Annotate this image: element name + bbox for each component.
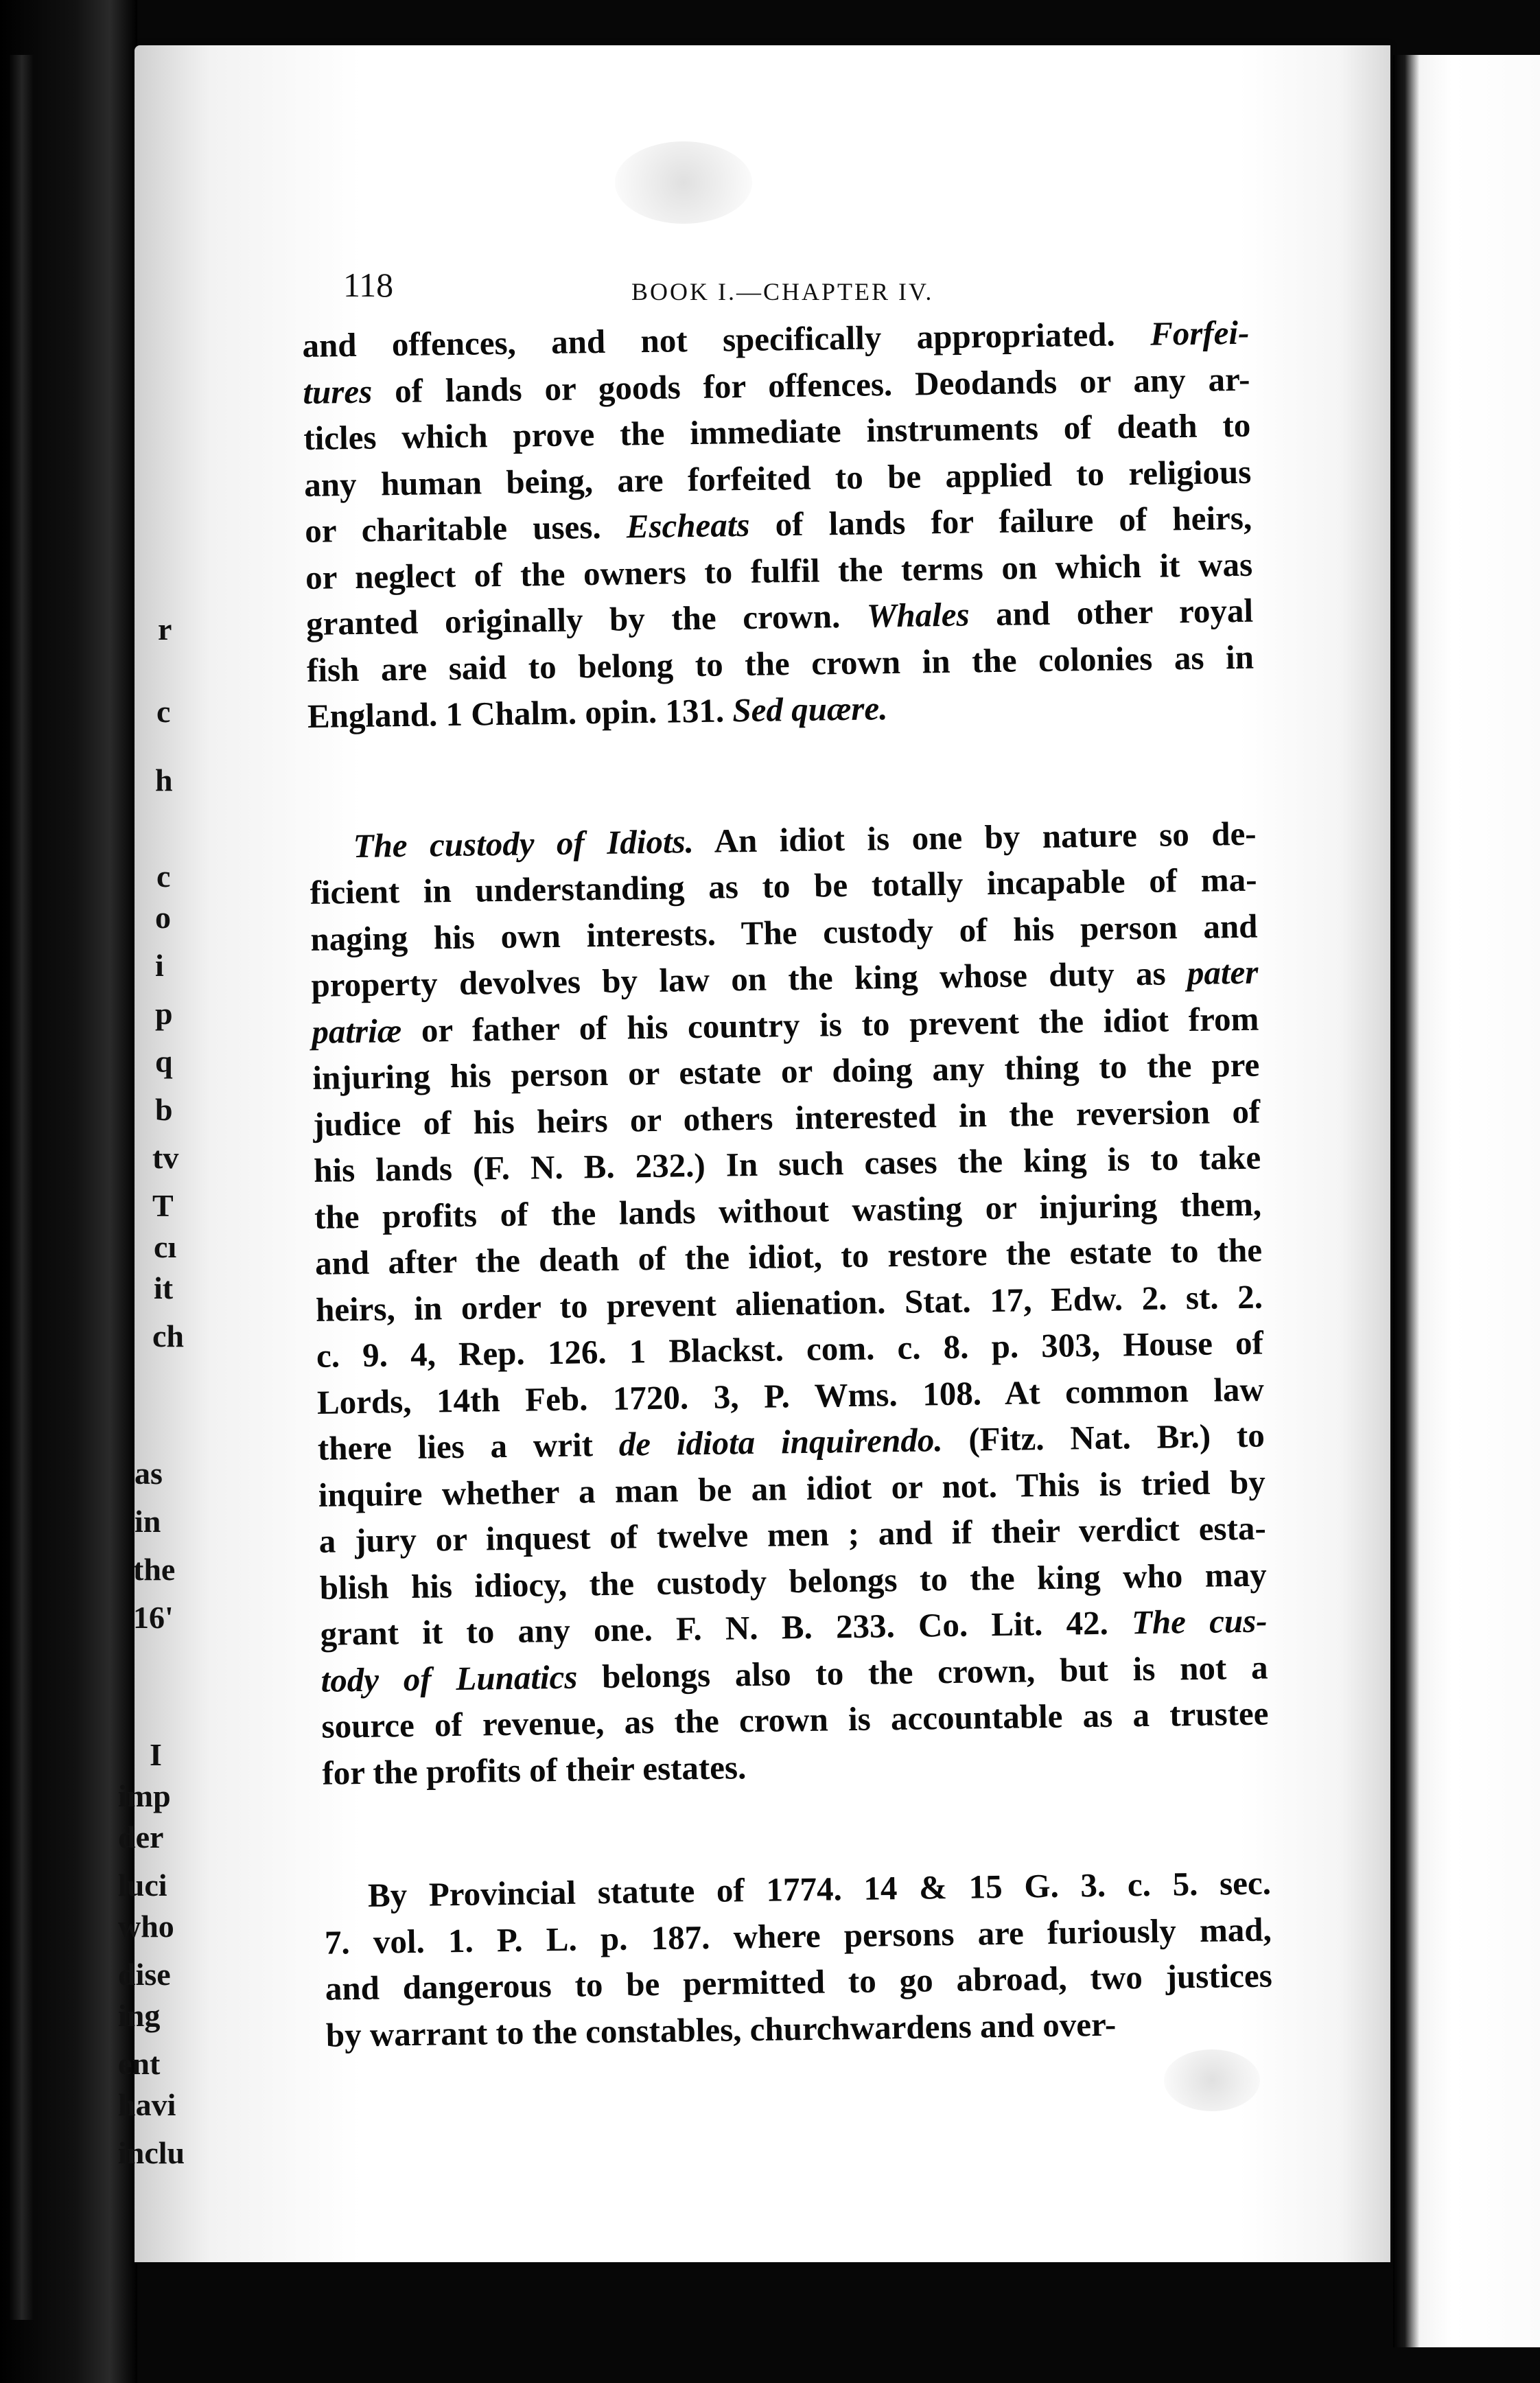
facing-page-fragment: c xyxy=(156,859,171,894)
page-header xyxy=(343,237,1331,313)
text-line: and dangerous to be permitted to go abroad, two justices xyxy=(325,1956,1273,2008)
text-line: by warrant to the constables, churchwardens and over- xyxy=(325,2005,1117,2054)
page-number: 118 xyxy=(343,266,394,304)
text-line: blish his idiocy, the custody belongs to the king who may xyxy=(319,1555,1267,1607)
facing-page-fragment: inclu xyxy=(118,2135,185,2170)
italic-phrase: tody of Lunatics xyxy=(320,1658,578,1699)
text-line: 7. vol. 1. P. L. p. 187. where persons are furiously mad, xyxy=(324,1910,1272,1962)
facing-page-fragment: who xyxy=(118,1909,174,1944)
text-line: property devolves by law on the king whose duty as pater xyxy=(311,953,1259,1004)
book-spine xyxy=(10,55,34,2320)
facing-page-fragment: imp xyxy=(118,1778,171,1813)
text-line: there lies a writ de idiota inquirendo. (Fitz. Nat. Br.) to xyxy=(317,1416,1265,1467)
italic-phrase: Forfei- xyxy=(1150,313,1250,353)
facing-page-fragment: it xyxy=(154,1270,174,1305)
text-line: inquire whether a man be an idiot or not. This is tried by xyxy=(318,1463,1266,1514)
text-line: injuring his person or estate or doing any thing to the pre xyxy=(312,1045,1260,1097)
facing-page-fragment: tv xyxy=(152,1140,179,1175)
text-line: grant it to any one. F. N. B. 233. Co. Lit. 42. The cus- xyxy=(320,1601,1268,1653)
facing-page-fragment: i xyxy=(155,948,164,983)
facing-page-fragment: c xyxy=(156,694,171,729)
text-line: granted originally by the crown. Whales and other royal xyxy=(305,591,1254,642)
facing-page-fragment: h xyxy=(155,763,173,798)
text-line: fish are said to belong to the crown in the colonies as in xyxy=(306,638,1255,689)
italic-phrase: de idiota inquirendo. xyxy=(618,1421,943,1463)
facing-page-fragment: in xyxy=(135,1504,161,1539)
facing-page-fragment: T xyxy=(152,1188,174,1223)
text-line: and after the death of the idiot, to restore the estate to the xyxy=(314,1231,1263,1282)
facing-page-fragment: dise xyxy=(118,1957,171,1992)
facing-page-fragment: der xyxy=(118,1820,164,1855)
facing-page-fragment: cı xyxy=(154,1229,177,1264)
text-line: ticles which prove the immediate instruments of death to xyxy=(303,406,1251,457)
italic-phrase: pater xyxy=(1187,953,1259,992)
text-line: for the profits of their estates. xyxy=(322,1747,747,1792)
italic-phrase: The custody of Idiots. xyxy=(353,822,695,865)
italic-phrase: Whales xyxy=(866,595,970,635)
text-line: judice of his heirs or others interested in the reversion of xyxy=(312,1092,1261,1143)
text-line: a jury or inquest of twelve men ; and if their verdict esta- xyxy=(318,1509,1267,1560)
facing-page-fragment: ing xyxy=(118,1998,161,2033)
facing-page-fragment: luci xyxy=(118,1868,167,1903)
paragraph xyxy=(309,810,1270,1796)
paragraph-gap xyxy=(307,726,1256,823)
text-line: tures of lands or goods for offences. Deodands or any ar- xyxy=(303,360,1250,411)
italic-phrase: patriæ xyxy=(312,1011,402,1051)
facing-page-fragment: ent xyxy=(118,2046,161,2081)
facing-page-fragment: r xyxy=(158,612,172,647)
paragraph xyxy=(302,310,1255,740)
text-line: or charitable uses. Escheats of lands for failure of heirs, xyxy=(304,498,1252,550)
facing-page-fragment: 16' xyxy=(133,1600,174,1635)
paragraph xyxy=(324,1860,1274,2058)
facing-page-fragment: havi xyxy=(118,2087,176,2122)
facing-page-fragment: as xyxy=(135,1456,163,1491)
body-text xyxy=(302,310,1274,2107)
text-line: and offences, and not specifically appropriated. Forfei- xyxy=(302,313,1250,364)
text-line: Lords, 14th Feb. 1720. 3, P. Wms. 108. At common law xyxy=(316,1370,1265,1421)
text-line: The custody of Idiots. An idiot is one by nature so de- xyxy=(353,814,1257,865)
text-line: England. 1 Chalm. opin. 131. Sed quære. xyxy=(307,689,888,735)
text-line: heirs, in order to prevent alienation. Stat. 17, Edw. 2. st. 2. xyxy=(315,1277,1263,1329)
text-line: c. 9. 4, Rep. 126. 1 Blackst. com. c. 8. p. 303, House of xyxy=(316,1323,1264,1375)
facing-page-fragment: p xyxy=(155,996,173,1031)
facing-page-fragment: the xyxy=(133,1552,176,1587)
italic-phrase: tures xyxy=(303,372,373,411)
italic-phrase: Escheats xyxy=(626,505,750,546)
book-left-edge xyxy=(0,0,137,2383)
facing-page-fragment: b xyxy=(155,1092,173,1127)
text-line: tody of Lunatics belongs also to the crown, but is not a xyxy=(320,1648,1268,1699)
facing-page-fragment: ch xyxy=(152,1318,184,1353)
text-line: ficient in understanding as to be totally incapable of ma- xyxy=(310,860,1257,911)
paragraph-gap xyxy=(323,1783,1270,1873)
text-line: his lands (F. N. B. 232.) In such cases the king is to take xyxy=(313,1138,1261,1189)
text-line: or neglect of the owners to fulfil the terms on which it was xyxy=(305,545,1253,596)
facing-page-fragment: o xyxy=(155,900,171,935)
italic-phrase: The cus- xyxy=(1131,1601,1268,1642)
text-line: the profits of the lands without wasting or injuring them, xyxy=(314,1185,1262,1236)
text-line: naging his own interests. The custody of his person and xyxy=(310,907,1258,958)
text-line: patriæ or father of his country is to prevent the idiot from xyxy=(312,999,1259,1051)
text-line: any human being, are forfeited to be applied to religious xyxy=(303,452,1252,504)
page-stain xyxy=(615,141,752,224)
text-line: By Provincial statute of 1774. 14 & 15 G. 3. c. 5. sec. xyxy=(367,1863,1272,1914)
running-head: BOOK I.—CHAPTER IV. xyxy=(631,278,934,305)
italic-phrase: Sed quære. xyxy=(732,689,888,730)
facing-page-fragment: q xyxy=(155,1044,173,1079)
text-line: source of revenue, as the crown is accountable as a trustee xyxy=(321,1694,1269,1745)
facing-page-fragment: I xyxy=(150,1737,162,1772)
